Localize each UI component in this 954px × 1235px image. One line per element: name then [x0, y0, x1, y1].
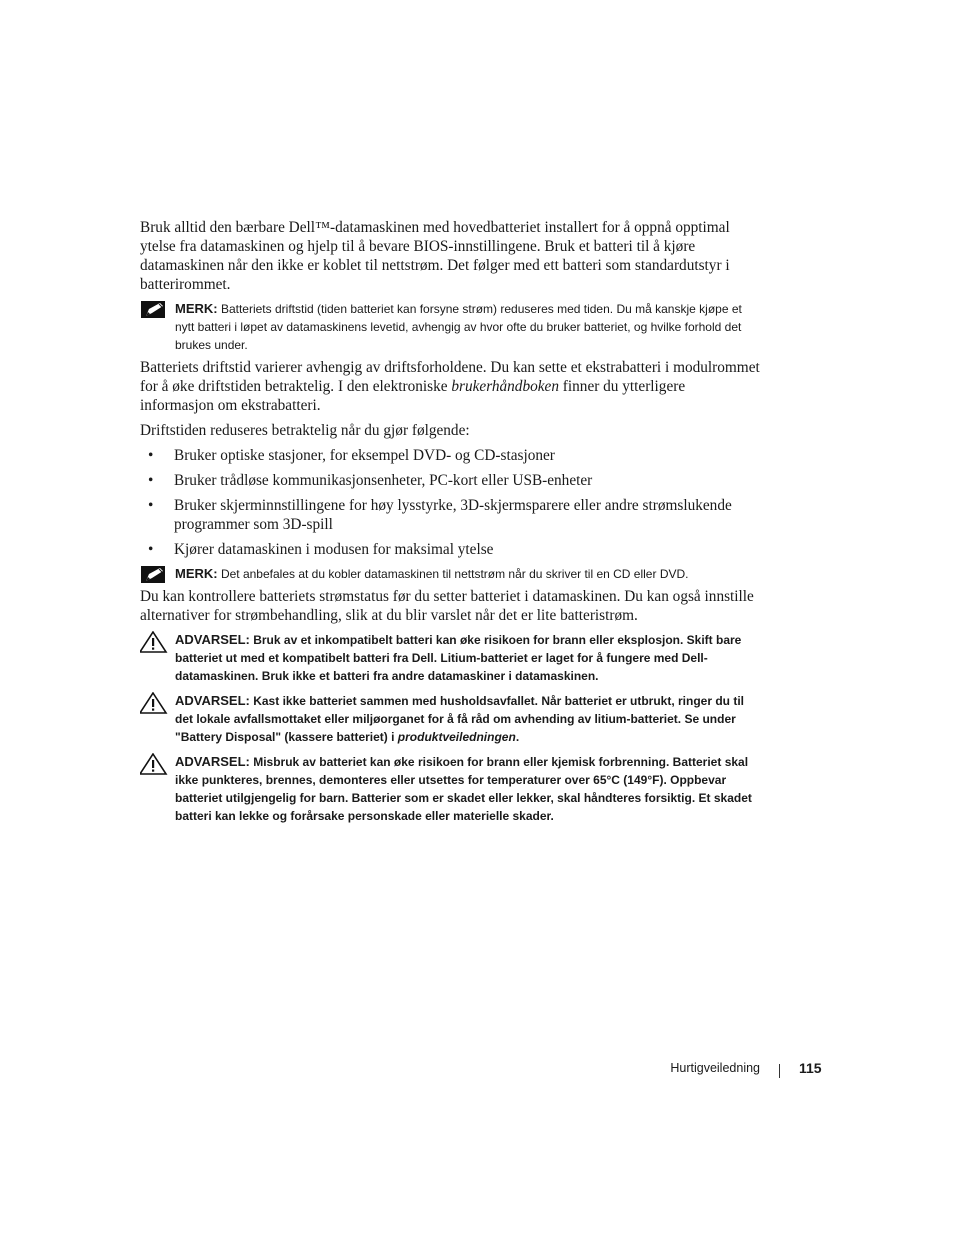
warning-triangle-icon — [140, 753, 168, 775]
note-label: MERK: — [175, 566, 218, 581]
note-2 — [140, 565, 762, 583]
warning-label: ADVARSEL: — [175, 693, 250, 708]
list-item — [140, 540, 762, 559]
page-content — [140, 218, 762, 832]
warning-label: ADVARSEL: — [175, 632, 250, 647]
note-1 — [140, 300, 762, 354]
list-item — [140, 471, 762, 490]
note-text: Det anbefales at du kobler datamaskinen til nettstrøm når du skriver til en CD eller DVD. — [220, 567, 689, 581]
list-item-text: Bruker optiske stasjoner, for eksempel DVD- og CD-stasjoner — [174, 447, 555, 464]
runtime-paragraph — [140, 358, 762, 415]
list-item — [140, 446, 762, 465]
note-pencil-icon — [140, 300, 168, 322]
warning-label: ADVARSEL: — [175, 754, 250, 769]
runtime-text-before: Batteriets driftstid varierer avhengig av driftsforholdene. Du kan sette et ekstrabatteri i modulrommet for å øke driftstiden betraktelig. I den elektroniske — [140, 359, 760, 395]
page-footer — [0, 1061, 954, 1081]
runtime-text-after: finner du ytterligere informasjon om ekstrabatteri. — [140, 378, 686, 414]
bullet-dot: • — [148, 472, 154, 489]
bullet-dot: • — [148, 447, 154, 464]
status-paragraph: Du kan kontrollere batteriets strømstatus før du setter batteriet i datamaskinen. Du kan også innstille alternativer for strømbehandling, slik at du blir varslet når det er lite batteristrøm. — [140, 588, 754, 624]
warning-triangle-icon — [140, 692, 168, 714]
list-item-text: Bruker trådløse kommunikasjonsenheter, PC-kort eller USB-enheter — [174, 472, 593, 489]
note-text: Batteriets driftstid (tiden batteriet kan forsyne strøm) reduseres med tiden. Du må kanskje kjøpe et nytt batteri i løpet av datamaskinens levetid, avhengig av hvor ofte du bruker batteriet, og hvilke forhold det brukes under. — [175, 302, 742, 352]
list-item-text: Bruker skjerminnstillingene for høy lysstyrke, 3D-skjermsparere eller andre strømslukende programmer som 3D-spill — [174, 497, 732, 533]
list-item-text: Kjører datamaskinen i modusen for maksimal ytelse — [174, 541, 494, 558]
note-label: MERK: — [175, 301, 218, 316]
reduction-intro: Driftstiden reduseres betraktelig når du gjør følgende: — [140, 422, 470, 439]
bullet-dot: • — [148, 541, 154, 558]
warning-1 — [140, 631, 762, 685]
note-pencil-icon — [140, 565, 168, 587]
footer-title: Hurtigveiledning — [670, 1061, 760, 1075]
bullet-list — [140, 446, 762, 559]
warning-2 — [140, 692, 762, 746]
footer-separator — [779, 1064, 780, 1078]
warning-text-after: . — [515, 730, 520, 744]
runtime-emphasis: brukerhåndboken — [451, 378, 559, 395]
list-item — [140, 496, 762, 534]
intro-paragraph: Bruk alltid den bærbare Dell™-datamaskinen med hovedbatteriet installert for å oppnå opptimal ytelse fra datamaskinen og hjelp til å bevare BIOS-innstillingene. Bruk et batteri til å kjøre datamaskinen når den ikke er koblet til nettstrøm. Det følger med ett batteri som standardutstyr i batterirommet. — [140, 219, 730, 293]
warning-3 — [140, 753, 762, 825]
warning-emphasis: produktveiledningen — [397, 730, 516, 744]
bullet-dot: • — [148, 497, 154, 514]
warning-triangle-icon — [140, 631, 168, 653]
warning-text: Kast ikke batteriet sammen med husholdsavfallet. Når batteriet er utbrukt, ringer du til det lokale avfallsmottaket eller miljøorganet for å få råd om avhending av litium-batteriet. Se under "Battery Disposal" (kassere batteriet) i — [175, 694, 745, 744]
warning-text: Bruk av et inkompatibelt batteri kan øke risikoen for brann eller eksplosjon. Skift bare batteriet ut med et kompatibelt batteri fra Dell. Litium-batteriet er laget for å fungere med Dell-datamaskinen. Bruk ikke et batteri fra andre datamaskiner i datamaskinen. — [175, 633, 742, 683]
warning-text: Misbruk av batteriet kan øke risikoen for brann eller kjemisk forbrenning. Batteriet skal ikke punkteres, brennes, demonteres eller utsettes for temperaturer over 65°C (149°F). Oppbevar batteriet utilgjengelig for barn. Batterier som er skadet eller lekker, skal håndteres forsiktig. Et skadet batteri kan lekke og forårsake personskade eller materielle skader. — [175, 755, 752, 823]
page-number: 115 — [799, 1060, 822, 1076]
